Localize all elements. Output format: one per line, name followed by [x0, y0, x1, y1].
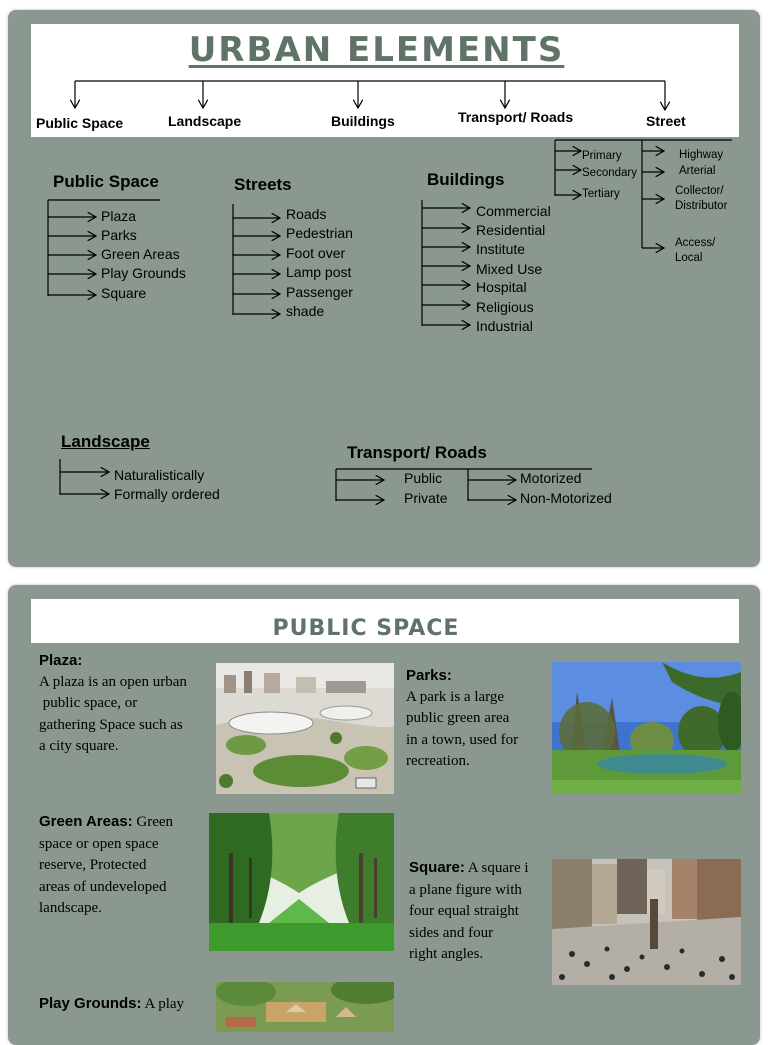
- text-line: space or open space: [39, 835, 159, 852]
- plaza-term: Plaza:: [39, 652, 83, 669]
- text-line: sides and four: [409, 924, 494, 941]
- page-title: PUBLIC SPACE: [272, 616, 460, 641]
- streets-heading: Streets: [234, 175, 292, 194]
- list-item: Access/: [675, 237, 716, 249]
- category-landscape: Landscape: [168, 113, 242, 129]
- list-item: Commercial: [476, 203, 551, 219]
- parks-term: Parks:: [406, 667, 452, 684]
- list-item: Highway: [679, 149, 724, 161]
- square-description: [409, 857, 529, 966]
- text-line: in a town, used for: [406, 731, 519, 748]
- text-line: Green: [132, 814, 174, 830]
- text-line: recreation.: [406, 753, 470, 769]
- list-item: Foot over: [286, 245, 346, 261]
- list-item: Lamp post: [286, 264, 352, 280]
- category-buildings: Buildings: [331, 113, 395, 129]
- play-grounds-description: [39, 993, 184, 1016]
- list-item: Formally ordered: [114, 486, 220, 502]
- list-item: Passenger: [286, 284, 353, 300]
- buildings-heading: Buildings: [427, 170, 505, 189]
- plaza-photo: [216, 663, 394, 794]
- list-item: Religious: [476, 299, 534, 315]
- list-item: Primary: [582, 150, 622, 162]
- play-grounds-photo: [216, 982, 394, 1032]
- list-item: Hospital: [476, 279, 527, 295]
- text-line: a plane figure with: [409, 881, 522, 898]
- text-line: public green area: [406, 710, 510, 726]
- list-item: Non-Motorized: [520, 490, 612, 506]
- slide-urban-elements: [8, 10, 760, 567]
- text-line: right angles.: [409, 946, 484, 962]
- category-transport: Transport/ Roads: [458, 109, 574, 125]
- list-item: Arterial: [679, 165, 716, 177]
- slide-public-space: [8, 585, 760, 1045]
- plaza-description: [39, 650, 187, 758]
- list-item: Motorized: [520, 470, 582, 486]
- list-item: Secondary: [582, 167, 637, 179]
- text-line: gathering Space such as: [39, 716, 183, 733]
- green-areas-photo: [209, 813, 394, 951]
- list-item: Industrial: [476, 318, 533, 334]
- text-line: A square i: [464, 860, 529, 876]
- text-line: A park is a large: [406, 688, 505, 705]
- list-item: Pedestrian: [286, 225, 353, 241]
- list-item: Play Grounds: [101, 265, 186, 281]
- green-areas-description: [39, 811, 173, 920]
- list-item: Mixed Use: [476, 261, 543, 277]
- list-item: Distributor: [675, 200, 728, 212]
- public-space-heading: Public Space: [53, 172, 159, 191]
- list-item: Public: [404, 470, 443, 486]
- transport-heading: Transport/ Roads: [347, 443, 487, 462]
- text-line: reserve, Protected: [39, 857, 147, 873]
- landscape-heading: Landscape: [61, 432, 150, 451]
- list-item: Plaza: [101, 208, 137, 224]
- parks-description: [406, 665, 518, 773]
- list-item: Parks: [101, 227, 137, 243]
- text-line: landscape.: [39, 900, 102, 916]
- text-line: four equal straight: [409, 903, 519, 919]
- list-item: Institute: [476, 241, 526, 257]
- list-item: shade: [286, 303, 325, 319]
- list-item: Naturalistically: [114, 467, 205, 483]
- text-line: public space, or: [39, 695, 138, 711]
- category-public-space: Public Space: [36, 115, 124, 131]
- list-item: Square: [101, 285, 147, 301]
- play-grounds-term: Play Grounds:: [39, 995, 142, 1012]
- green-areas-term: Green Areas:: [39, 813, 133, 830]
- list-item: Roads: [286, 206, 327, 222]
- list-item: Local: [675, 252, 703, 264]
- text-line: a city square.: [39, 738, 119, 754]
- page-title: URBAN ELEMENTS: [188, 30, 565, 70]
- list-item: Private: [404, 490, 448, 506]
- list-item: Residential: [476, 222, 546, 238]
- list-item: Tertiary: [582, 188, 620, 200]
- list-item: Collector/: [675, 185, 724, 197]
- square-photo: [552, 859, 741, 985]
- square-term: Square:: [409, 859, 465, 876]
- list-item: Green Areas: [101, 246, 180, 262]
- parks-photo: [552, 662, 741, 794]
- text-line: A play: [141, 996, 185, 1012]
- text-line: areas of undeveloped: [39, 878, 167, 895]
- text-line: A plaza is an open urban: [39, 673, 187, 690]
- category-street: Street: [646, 113, 686, 129]
